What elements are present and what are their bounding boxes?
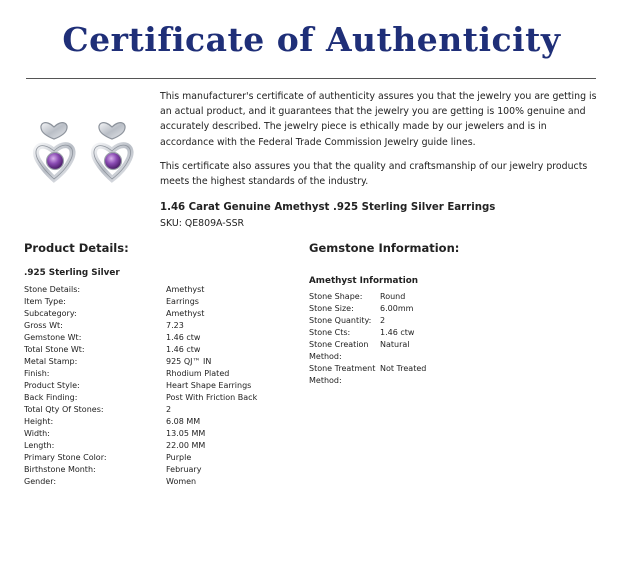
- detail-row: [24, 284, 257, 296]
- certificate-intro: [160, 89, 600, 198]
- detail-row: [24, 392, 257, 404]
- product-details-heading: Product Details:: [24, 241, 129, 255]
- detail-label: [24, 416, 166, 428]
- detail-row: [24, 464, 257, 476]
- product-name: 1.46 Carat Genuine Amethyst .925 Sterling Silver Earrings: [160, 202, 496, 213]
- gemstone-info-table: [309, 291, 426, 387]
- detail-row: [24, 344, 257, 356]
- detail-value: 925 QJ™ IN: [166, 357, 212, 366]
- detail-label: [24, 452, 166, 464]
- detail-label-text: Stone Details:: [24, 285, 81, 294]
- detail-label: [24, 440, 166, 452]
- detail-label: [309, 303, 380, 315]
- intro-paragraph-2: This certificate also assures you that the quality and craftsmanship of our jewelry products meets the highest standards of the industry.: [160, 160, 588, 188]
- detail-label-text: Birthstone Month:: [24, 465, 96, 474]
- detail-label: [24, 356, 166, 368]
- detail-value: 1.46 ctw: [166, 345, 201, 354]
- detail-value: Rhodium Plated: [166, 369, 230, 378]
- detail-label-text: Total Qty Of Stones:: [24, 405, 104, 414]
- detail-label: [309, 291, 380, 303]
- detail-row: [24, 356, 257, 368]
- detail-label-text: Subcategory:: [24, 309, 77, 318]
- detail-value: Earrings: [166, 297, 199, 306]
- detail-value: Not Treated: [380, 364, 427, 373]
- detail-value: 1.46 ctw: [380, 328, 415, 337]
- detail-row: [24, 368, 257, 380]
- detail-label: [309, 363, 380, 387]
- detail-label-text: Total Stone Wt:: [24, 345, 85, 354]
- detail-label-text: Item Type:: [24, 297, 66, 306]
- detail-label-text: Width:: [24, 429, 50, 438]
- detail-label: [24, 332, 166, 344]
- detail-label-text: Stone Treatment: [309, 364, 376, 373]
- detail-value: 13.05 MM: [166, 429, 206, 438]
- detail-row: [24, 308, 257, 320]
- detail-row: [309, 339, 426, 363]
- detail-row: [24, 380, 257, 392]
- detail-label-text: Primary Stone Color:: [24, 453, 107, 462]
- detail-row: [24, 332, 257, 344]
- detail-value: Amethyst: [166, 285, 205, 294]
- detail-label-text: Method:: [309, 376, 342, 385]
- detail-label: [309, 315, 380, 327]
- detail-value: 6.08 MM: [166, 417, 201, 426]
- detail-value: Amethyst: [166, 309, 205, 318]
- detail-row: [24, 320, 257, 332]
- detail-label: [24, 428, 166, 440]
- intro-paragraph-1: This manufacturer's certificate of authenticity assures you that the jewelry you are getting is an actual product, and it guarantees that the jewelry you are getting is 100% genuine and accurately described. The jewelry piece is ethically made by our jewelers and is in accordance with the Federal Trade Commission Jewelry guide lines.: [160, 91, 597, 148]
- gemstone-info-subheading: Amethyst Information: [309, 276, 419, 286]
- detail-row: [309, 303, 426, 315]
- detail-label: [24, 320, 166, 332]
- detail-value: Round: [380, 292, 406, 301]
- detail-label: [24, 464, 166, 476]
- detail-label-text: Stone Size:: [309, 304, 354, 313]
- detail-label-text: Stone Quantity:: [309, 316, 372, 325]
- right-earring: [94, 123, 131, 179]
- detail-value: Women: [166, 477, 197, 486]
- detail-row: [309, 291, 426, 303]
- detail-label: [24, 476, 166, 488]
- certificate-title: Certificate of Authenticity: [62, 20, 561, 59]
- detail-label-text: Stone Creation: [309, 340, 369, 349]
- detail-label-text: Height:: [24, 417, 54, 426]
- detail-label: [24, 344, 166, 356]
- detail-row: [24, 440, 257, 452]
- detail-value: 2: [380, 316, 386, 325]
- detail-label-text: Length:: [24, 441, 55, 450]
- detail-value: 2: [166, 405, 172, 414]
- detail-label-text: Metal Stamp:: [24, 357, 78, 366]
- detail-row: [309, 327, 426, 339]
- detail-label: [24, 284, 166, 296]
- left-earring: [36, 123, 73, 179]
- detail-label-text: Gender:: [24, 477, 57, 486]
- detail-value: 22.00 MM: [166, 441, 206, 450]
- detail-row: [309, 363, 426, 387]
- detail-label-text: Finish:: [24, 369, 50, 378]
- detail-label: [309, 339, 380, 363]
- detail-value: 7.23: [166, 321, 184, 330]
- detail-row: [24, 476, 257, 488]
- detail-value: Post With Friction Back: [166, 393, 258, 402]
- detail-label-text: Stone Cts:: [309, 328, 351, 337]
- detail-value: February: [166, 465, 202, 474]
- earrings-image: [28, 105, 148, 190]
- detail-row: [24, 452, 257, 464]
- detail-value: 1.46 ctw: [166, 333, 201, 342]
- detail-label: [24, 392, 166, 404]
- title-divider: [26, 78, 596, 79]
- detail-label: [24, 368, 166, 380]
- detail-row: [24, 296, 257, 308]
- product-details-table: [24, 284, 257, 488]
- detail-label-text: Stone Shape:: [309, 292, 363, 301]
- detail-label-text: Product Style:: [24, 381, 80, 390]
- detail-value: 6.00mm: [380, 304, 414, 313]
- detail-row: [309, 315, 426, 327]
- detail-label-text: Back Finding:: [24, 393, 78, 402]
- detail-row: [24, 416, 257, 428]
- detail-row: [24, 428, 257, 440]
- detail-label: [24, 296, 166, 308]
- detail-label: [24, 308, 166, 320]
- product-sku: SKU: QE809A-SSR: [160, 218, 245, 229]
- detail-label-text: Gross Wt:: [24, 321, 63, 330]
- detail-label: [24, 404, 166, 416]
- detail-value: Heart Shape Earrings: [166, 381, 252, 390]
- detail-value: Purple: [166, 453, 192, 462]
- detail-label: [24, 380, 166, 392]
- detail-label: [309, 327, 380, 339]
- detail-row: [24, 404, 257, 416]
- gemstone-info-heading: Gemstone Information:: [309, 241, 460, 255]
- detail-label-text: Gemstone Wt:: [24, 333, 82, 342]
- detail-label-text: Method:: [309, 352, 342, 361]
- detail-value: Natural: [380, 340, 410, 349]
- product-details-subheading: .925 Sterling Silver: [24, 268, 120, 278]
